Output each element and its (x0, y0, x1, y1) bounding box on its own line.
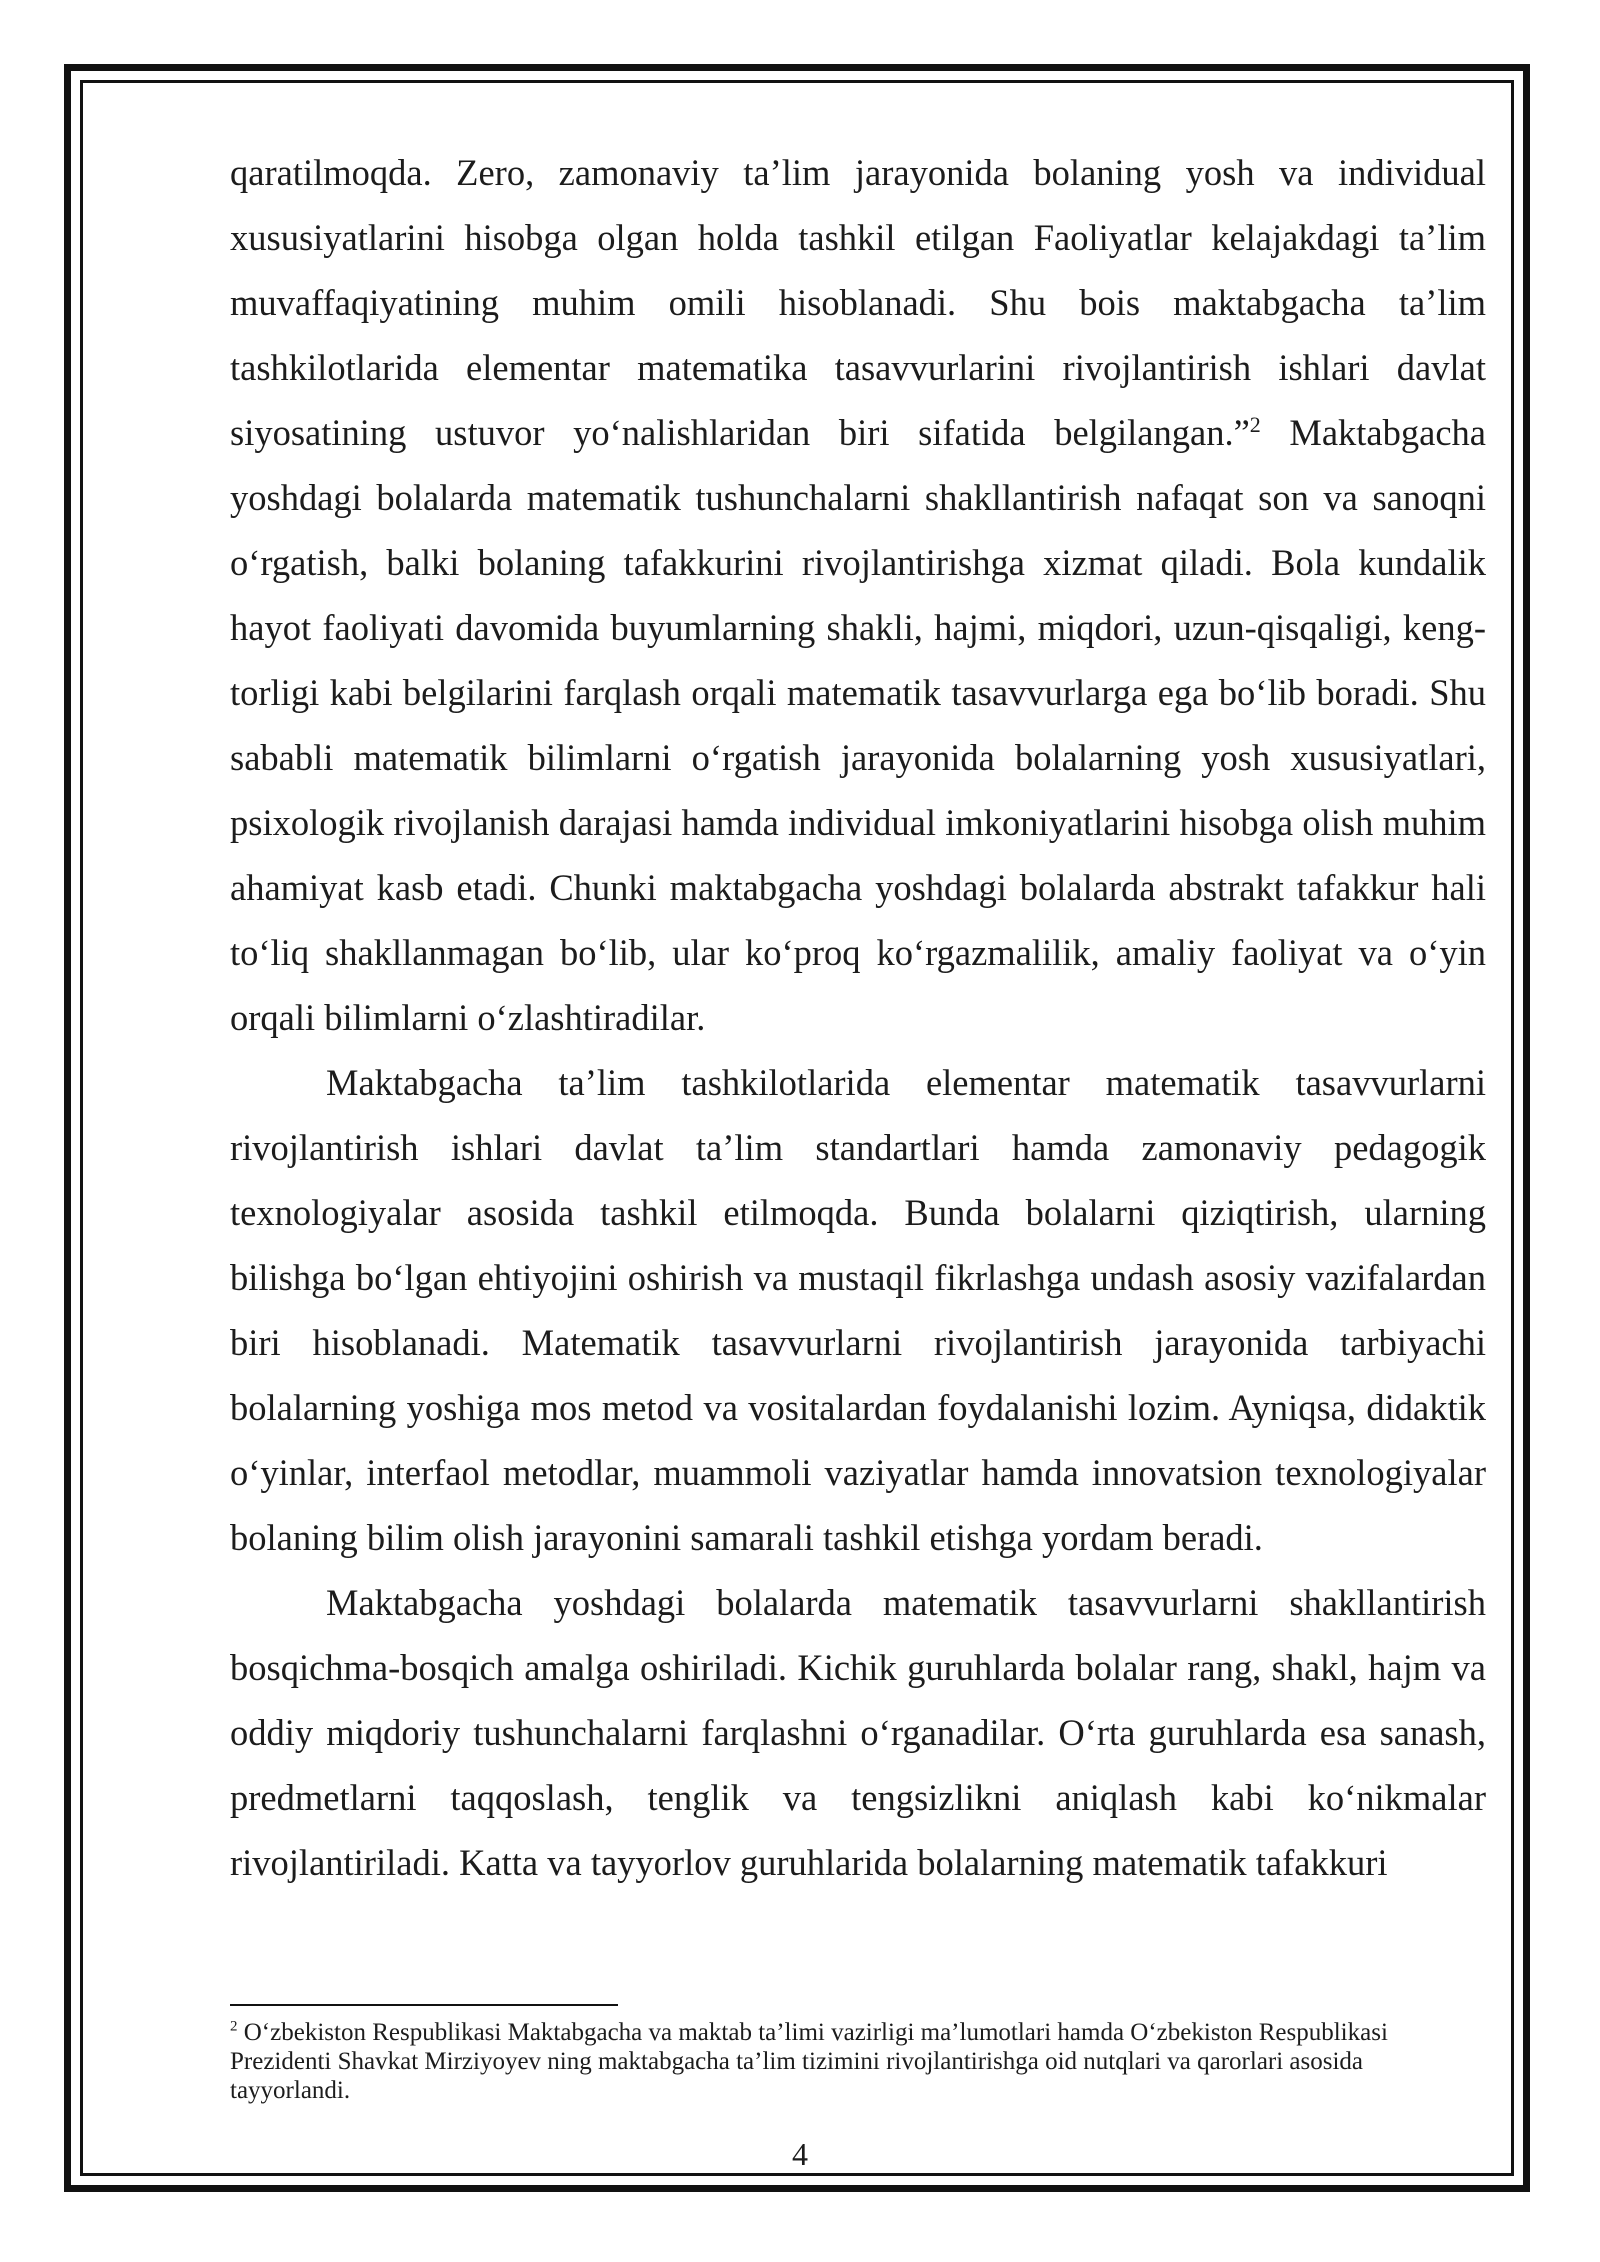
body-text (230, 140, 1486, 1895)
footnote (230, 2018, 1486, 2105)
page-number: 4 (792, 2136, 808, 2172)
paragraph-1 (230, 140, 1486, 1050)
paragraph-3: Maktabgacha yoshdagi bolalarda matematik tasavvurlarni shakllantirish bosqichma-bosqich amalga oshiriladi. Kichik guruhlarda bolalar rang, shakl, hajm va oddiy miqdoriy tushunchalarni farqlashni oʻrganadilar. Oʻrta guruhlarda esa sanash, predmetlarni taqqoslash, tenglik va tengsizlikni aniqlash kabi koʻnikmalar rivojlantiriladi. Katta va tayyorlov guruhlarida bolalarning matematik tafakkuri (230, 1582, 1486, 1883)
footnote-text: Oʻzbekiston Respublikasi Maktabgacha va maktab ta’limi vazirligi ma’lumotlari hamda Oʻzbekiston Respublikasi Prezidenti Shavkat Mirziyoyev ning maktabgacha ta’lim tizimini rivojlantirishga oid nutqlari va qarorlari asosida tayyorlandi. (230, 2019, 1388, 2104)
footnote-separator (230, 2004, 618, 2006)
paragraph-1-text-b: Maktabgacha yoshdagi bolalarda matematik tushunchalarni shakllantirish nafaqat son va sanoqni oʻrgatish, balki bolaning tafakkurini rivojlantirishga xizmat qiladi. Bola kundalik hayot faoliyati davomida buyumlarning shakli, hajmi, miqdori, uzun-qisqaligi, keng-torligi kabi belgilarini farqlash orqali matematik tasavvurlarga ega boʻlib boradi. Shu sababli matematik bilimlarni oʻrgatish jarayonida bolalarning yosh xususiyatlari, psixologik rivojlanish darajasi hamda individual imkoniyatlarini hisobga olish muhim ahamiyat kasb etadi. Chunki maktabgacha yoshdagi bolalarda abstrakt tafakkur hali toʻliq shakllanmagan boʻlib, ular koʻproq koʻrgazmalilik, amaliy faoliyat va oʻyin orqali bilimlarni oʻzlashtiradilar. (230, 412, 1486, 1038)
paragraph-1-text-a: qaratilmoqda. Zero, zamonaviy ta’lim jarayonida bolaning yosh va individual xususiyatlarini hisobga olgan holda tashkil etilgan Faoliyatlar kelajakdagi ta’lim muvaffaqiyatining muhim omili hisoblanadi. Shu bois maktabgacha ta’lim tashkilotlarida elementar matematika tasavvurlarini rivojlantirish ishlari davlat siyosatining ustuvor yoʻnalishlaridan biri sifatida belgilangan.” (230, 152, 1486, 453)
footnote-marker: 2 (230, 2018, 238, 2035)
footnote-reference: 2 (1249, 411, 1261, 437)
paragraph-2: Maktabgacha ta’lim tashkilotlarida elementar matematik tasavvurlarni rivojlantirish ishlari davlat ta’lim standartlari hamda zamonaviy pedagogik texnologiyalar asosida tashkil etilmoqda. Bunda bolalarni qiziqtirish, ularning bilishga boʻlgan ehtiyojini oshirish va mustaqil fikrlashga undash asosiy vazifalardan biri hisoblanadi. Matematik tasavvurlarni rivojlantirish jarayonida tarbiyachi bolalarning yoshiga mos metod va vositalardan foydalanishi lozim. Ayniqsa, didaktik oʻyinlar, interfaol metodlar, muammoli vaziyatlar hamda innovatsion texnologiyalar bolaning bilim olish jarayonini samarali tashkil etishga yordam beradi. (230, 1062, 1486, 1558)
